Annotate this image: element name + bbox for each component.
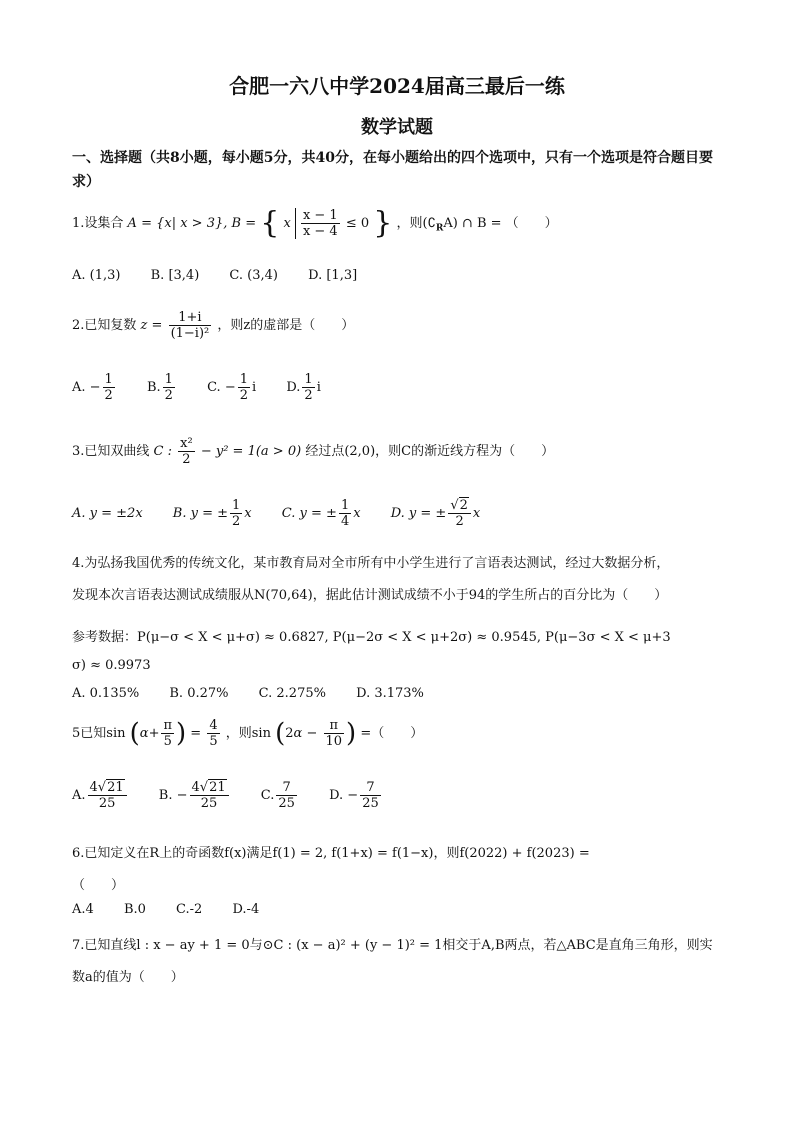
q4-options — [72, 686, 450, 701]
q6-option-a: A.4 — [72, 902, 94, 917]
q1-fraction: $\frac{x - 1}{x - 4}$ — [302, 208, 338, 239]
q2-option-a: A. − $\frac{1}{2}$ — [72, 372, 113, 403]
q6-option-c: C.-2 — [176, 902, 203, 917]
q1-set-a: A = {x| x > 3}, B = — [127, 216, 261, 231]
q3-option-d: D. y = ± $\frac{√2}{2}$ x — [390, 498, 481, 529]
q3-tail: 经过点(2,0)，则C的渐近线方程为（ ） — [305, 444, 555, 459]
q5-option-d: D. − $\frac{7}{25}$ — [329, 780, 379, 811]
question-3: 3.已知双曲线 C : $\frac{\text{x²}}{2}$ − y² = 1(a > 0) 经过点(2,0)，则C的渐近线方程为（ ） — [72, 436, 555, 467]
q2-fraction: $\frac{1+i}{\text{(1−i)²}}$ — [170, 310, 210, 341]
q1-tail2: A) ∩ B = （ ） — [443, 216, 558, 231]
q4-option-d: D. 3.173% — [356, 686, 424, 701]
q1-option-a: A. (1,3) — [72, 268, 121, 283]
q2-prefix: 2.已知复数 — [72, 318, 137, 333]
q2-tail: ，则z的虚部是（ ） — [217, 318, 355, 333]
q3-option-b: B. y = ± $\frac{1}{2}$ x — [172, 498, 252, 529]
q3-option-a: A. y = ±2x — [72, 506, 143, 521]
q3-prefix: 3.已知双曲线 — [72, 444, 150, 459]
q6-option-b: B.0 — [123, 902, 146, 917]
q5-prefix: 5已知sin — [72, 726, 126, 741]
q4-reference-line-1: 参考数据：P(μ−σ < X < μ+σ) ≈ 0.6827, P(μ−2σ < X < μ+2σ) ≈ 0.9545, P(μ−3σ < X < μ+3 — [72, 630, 671, 645]
q4-option-a: A. 0.135% — [72, 686, 140, 701]
q5-mid: ，则sin — [225, 726, 271, 741]
q1-option-d: D. [1,3] — [308, 268, 358, 283]
q5-tail: =（ ） — [360, 726, 424, 741]
page-title: 合肥一六八中学2024届高三最后一练 — [229, 74, 565, 98]
q6-option-d: D.-4 — [232, 902, 260, 917]
q1-prefix: 1.设集合 — [72, 216, 124, 231]
q5-options — [72, 780, 409, 811]
q3-fraction: $\frac{\text{x²}}{2}$ — [180, 436, 193, 467]
question-1: 1.设集合 A = {x| x > 3}, B = { x $\frac{x - 1}{x - 4}$ ≤ 0 } ，则$(∁_RA)$ ∩ B = （ ） — [72, 205, 558, 241]
q3-options — [72, 498, 506, 529]
q1-option-b: B. [3,4) — [150, 268, 200, 283]
q1-options — [72, 268, 383, 283]
q5-option-b: B. − $\frac{4√21}{25}$ — [159, 780, 231, 811]
q4-option-b: B. 0.27% — [169, 686, 229, 701]
q5-option-c: C. $\frac{7}{25}$ — [260, 780, 295, 811]
question-5: 5已知sin (α+ $\frac{\pi}{5}$ ) = $\frac{4}{5}$ ，则sin (2α − $\frac{\pi}{10}$ ) =（ ） — [72, 718, 424, 749]
question-4-line-2: 发现本次言语表达测试成绩服从N(70,64)，据此估计测试成绩不小于94的学生所占的百分比为（ ） — [72, 588, 668, 603]
q2-option-c: C. − $\frac{1}{2}$ i — [207, 372, 257, 403]
question-2: 2.已知复数 z = $\frac{1+i}{\text{(1−i)²}}$ ，则z的虚部是（ ） — [72, 310, 355, 341]
q4-option-c: C. 2.275% — [258, 686, 326, 701]
question-4-line-1: 4.为弘扬我国优秀的传统文化，某市教育局对全市所有中小学生进行了言语表达测试，经过大数据分析， — [72, 556, 670, 571]
q5-option-a: A. $\frac{4√21}{25}$ — [72, 780, 129, 811]
q4-reference-line-2: σ) ≈ 0.9973 — [72, 658, 151, 673]
q2-options — [72, 372, 347, 403]
q1-tail: ，则(∁ — [396, 216, 436, 231]
q6-options — [72, 902, 285, 917]
q1-option-c: C. (3,4) — [229, 268, 278, 283]
q2-option-d: D. $\frac{1}{2}$ i — [286, 372, 321, 403]
question-7-line-2: 数a的值为（ ） — [72, 970, 184, 985]
question-6-line-1: 6.已知定义在R上的奇函数f(x)满足f(1) = 2, f(1+x) = f(1−x)，则f(2022) + f(2023) = — [72, 846, 590, 861]
question-7-line-1: 7.已知直线l : x − ay + 1 = 0与⊙C : (x − a)² + (y − 1)² = 1相交于A,B两点，若△ABC是直角三角形，则实 — [72, 938, 713, 953]
question-6-line-2: （ ） — [72, 878, 125, 893]
q3-option-c: C. y = ± $\frac{1}{4}$ x — [281, 498, 361, 529]
section-heading: 一、选择题（共8小题，每小题5分，共40分，在每小题给出的四个选项中，只有一个选项是符合题目要求） — [72, 150, 713, 190]
q2-option-b: B. $\frac{1}{2}$ — [146, 372, 173, 403]
page-subtitle: 数学试题 — [361, 117, 433, 138]
